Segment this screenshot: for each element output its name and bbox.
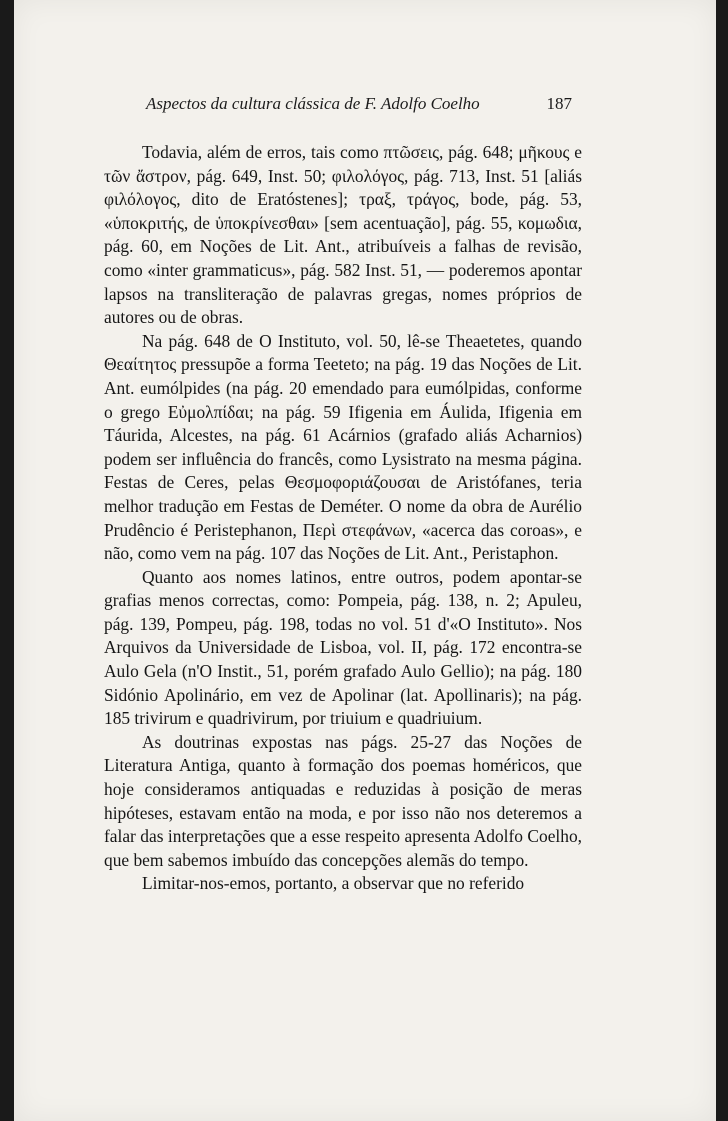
paragraph-1: Todavia, além de erros, tais como πτῶσεις, pág. 648; μῆκους e τῶν ἄστρον, pág. 649, Inst. 50; φιλολόγος, pág. 713, Inst. 51 [aliás φιλόλογος, dito de Eratóstenes]; τραξ, τράγος, bode, pág. 53, «ὑποκριτής, de ὑποκρίνεσθαι» [sem acentuação], pág. 55, κομωδια, pág. 60, em Noções de Lit. Ant., atribuíveis a falhas de revisão, como «inter grammaticus», pág. 582 Inst. 51, — poderemos apontar lapsos na transliteração de palavras gregas, nomes próprios de autores ou de obras. [104,142,582,328]
running-title: Aspectos da cultura clássica de F. Adolfo Coelho [146,94,480,113]
body-text [104,141,582,896]
paragraph-4: As doutrinas expostas nas págs. 25-27 das Noções de Literatura Antiga, quanto à formação dos poemas homéricos, que hoje consideramos antiquadas e reduzidas à posição de meras hipóteses, estavam então na moda, e por isso não nos deteremos a falar das interpretações que a esse respeito apresenta Adolfo Coelho, que bem sabemos imbuído das concepções alemãs do tempo. [104,731,582,870]
paragraph-3: Quanto aos nomes latinos, entre outros, podem apontar-se grafias menos correctas, como: Pompeia, pág. 138, n. 2; Apuleu, pág. 139, Pompeu, pág. 198, todas no vol. 51 d'«O Instituto». Nos Arquivos da Universidade de Lisboa, vol. II, pág. 172 encontra-se Aulo Gela (n'O Instit., 51, porém grafado Aulo Gellio); na pág. 180 Sidónio Apolinário, em vez de Apolinar (lat. Apollinaris); na pág. 185 trivirum e quadrivirum, por triuium e quadriuium. [104,566,582,729]
page-number: 187 [546,94,572,113]
paragraph-2: Na pág. 648 de O Instituto, vol. 50, lê-se Theaetetes, quando Θεαίτητος pressupõe a forma Teeteto; na pág. 19 das Noções de Lit. Ant. eumólpides (na pág. 20 emendado para eumólpidas, conforme o grego Εὐμολπίδαι; na pág. 59 Ifigenia em Áulida, Ifigenia em Táurida, Alcestes, na pág. 61 Acárnios (grafado aliás Acharnios) podem ser influência do francês, como Lysistrato na mesma página. Festas de Ceres, pelas Θεσμοφοριάζουσαι de Aristófanes, teria melhor tradução em Festas de Deméter. O nome da obra de Aurélio Prudêncio é Peristephanon, Περὶ στεφάνων, «acerca das coroas», e não, como vem na pág. 107 das Noções de Lit. Ant., Peristaphon. [104,330,582,564]
running-header [146,94,572,118]
paragraph-5: Limitar-nos-emos, portanto, a observar que no referido [142,873,525,894]
book-page [14,0,716,1121]
